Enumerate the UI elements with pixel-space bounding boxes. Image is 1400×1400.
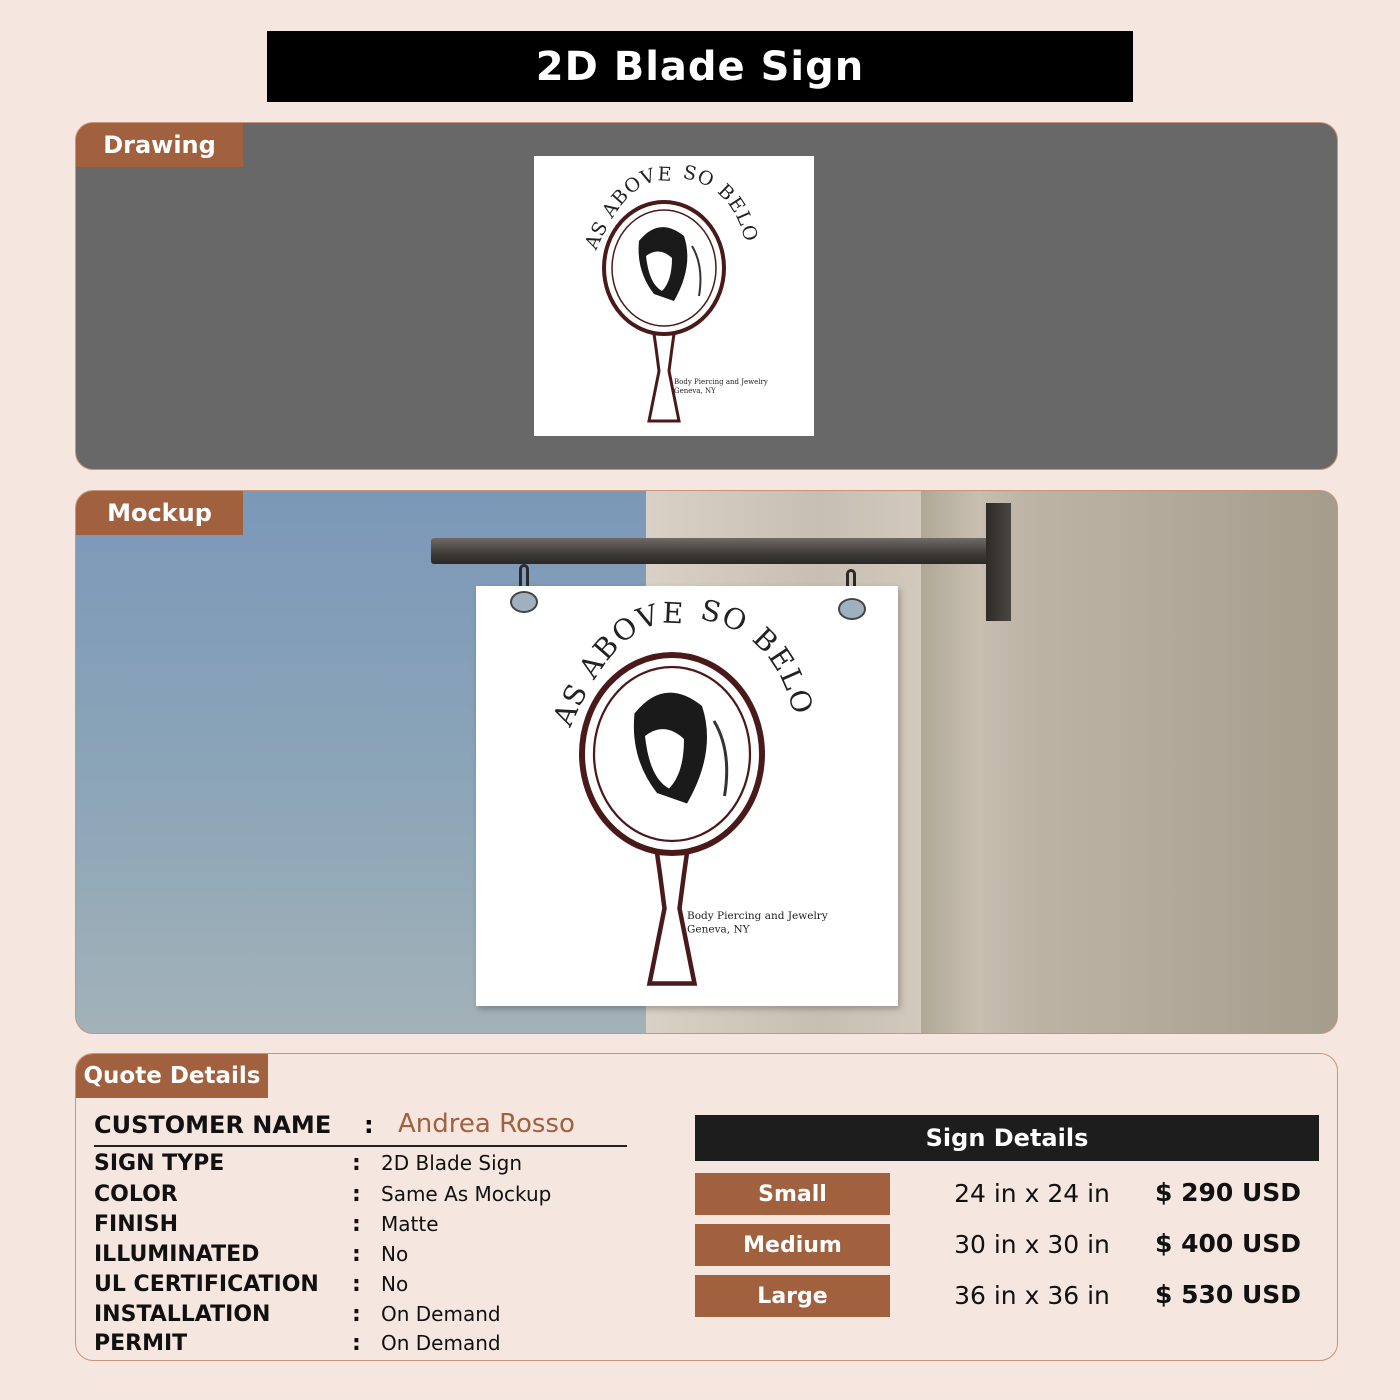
sign-hole-right	[838, 598, 866, 620]
detail-value: 2D Blade Sign	[381, 1151, 522, 1175]
mockup-tab: Mockup	[76, 491, 243, 535]
detail-row-sign-type	[94, 1151, 634, 1181]
size-price: $ 400 USD	[1154, 1229, 1302, 1258]
wall-mount-plate	[986, 503, 1011, 621]
detail-row-installation	[94, 1302, 634, 1332]
separator: :	[364, 1111, 374, 1139]
bracket-rod	[431, 538, 1006, 564]
detail-value: No	[381, 1272, 409, 1296]
size-row-medium	[695, 1224, 1319, 1266]
blade-sign-board	[476, 586, 898, 1006]
logo-line1: AS ABOVE	[580, 163, 674, 253]
separator: :	[352, 1212, 361, 1237]
size-row-large	[695, 1275, 1319, 1317]
sign-hole-left	[510, 591, 538, 613]
separator: :	[352, 1242, 361, 1267]
quote-panel	[75, 1053, 1338, 1361]
separator: :	[352, 1182, 361, 1207]
separator: :	[352, 1151, 361, 1176]
separator: :	[352, 1331, 361, 1356]
quote-tab: Quote Details	[76, 1054, 268, 1098]
detail-label: ILLUMINATED	[94, 1242, 260, 1267]
detail-value: On Demand	[381, 1302, 501, 1326]
detail-row-permit	[94, 1331, 634, 1361]
size-price: $ 290 USD	[1154, 1178, 1302, 1207]
size-medium-button[interactable]: Medium	[695, 1224, 890, 1266]
logo-line2: SO BELO	[681, 161, 763, 245]
hand-mirror-logo-icon	[534, 156, 814, 436]
sign-details-header: Sign Details	[695, 1115, 1319, 1161]
separator: :	[352, 1302, 361, 1327]
mockup-logo-line1: AS ABOVE	[546, 596, 686, 731]
drawing-logo-card	[534, 156, 814, 436]
logo-subtitle-1: Body Piercing and Jewelry	[674, 378, 768, 386]
mockup-logo-subtitle-1: Body Piercing and Jewelry	[687, 910, 828, 922]
detail-label: PERMIT	[94, 1331, 188, 1356]
customer-name-value: Andrea Rosso	[398, 1109, 575, 1139]
drawing-panel	[75, 122, 1338, 470]
detail-label: INSTALLATION	[94, 1302, 271, 1327]
detail-value: Matte	[381, 1212, 439, 1236]
detail-label: FINISH	[94, 1212, 179, 1237]
customer-name-row	[94, 1109, 627, 1147]
detail-label: COLOR	[94, 1182, 178, 1207]
wall-shadow	[921, 491, 981, 1034]
size-dimensions: 30 in x 30 in	[954, 1230, 1110, 1259]
detail-label: UL CERTIFICATION	[94, 1272, 319, 1297]
detail-value: Same As Mockup	[381, 1182, 552, 1206]
size-small-button[interactable]: Small	[695, 1173, 890, 1215]
drawing-tab: Drawing	[76, 123, 243, 167]
page-title: 2D Blade Sign	[267, 31, 1133, 102]
customer-name-label: CUSTOMER NAME	[94, 1111, 332, 1139]
size-dimensions: 36 in x 36 in	[954, 1281, 1110, 1310]
mockup-logo-subtitle-2: Geneva, NY	[687, 923, 750, 936]
size-large-button[interactable]: Large	[695, 1275, 890, 1317]
hand-mirror-logo-icon	[476, 586, 898, 1006]
size-row-small	[695, 1173, 1319, 1215]
size-price: $ 530 USD	[1154, 1280, 1302, 1309]
separator: :	[352, 1272, 361, 1297]
detail-value: On Demand	[381, 1331, 501, 1355]
detail-row-finish	[94, 1212, 634, 1242]
detail-value: No	[381, 1242, 409, 1266]
logo-subtitle-2: Geneva, NY	[674, 387, 716, 395]
mockup-panel	[75, 490, 1338, 1034]
detail-label: SIGN TYPE	[94, 1151, 225, 1176]
detail-row-illuminated	[94, 1242, 634, 1272]
mockup-logo-line2: SO BELO	[697, 593, 820, 719]
detail-row-ul-certification	[94, 1272, 634, 1302]
detail-row-color	[94, 1182, 634, 1212]
size-dimensions: 24 in x 24 in	[954, 1179, 1110, 1208]
